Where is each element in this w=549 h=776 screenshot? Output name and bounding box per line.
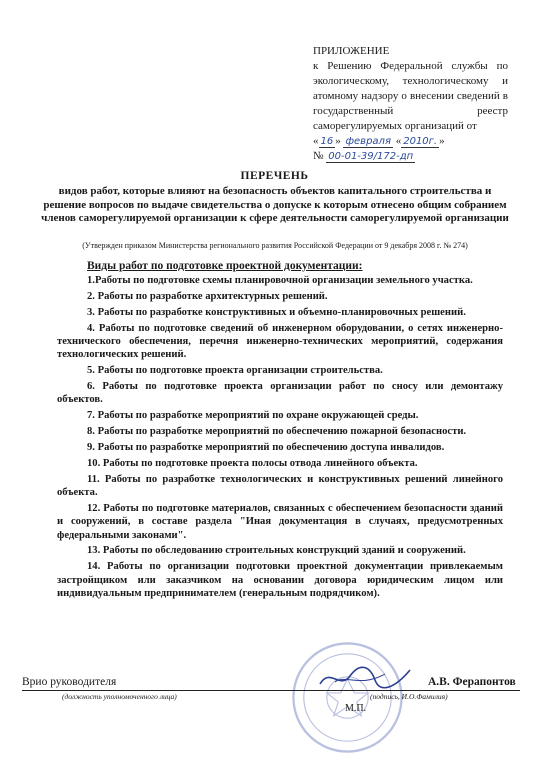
position-caption: (должность уполномоченного лица) xyxy=(62,692,177,701)
date-open-quote: « xyxy=(313,135,319,147)
list-item: 1.Работы по подготовке схемы планировочной организации земельного участка. xyxy=(87,275,473,286)
list-item: 14. Работы по организации подготовки проектной документации привлекаемым застройщиком или заказчиком на основании договора юридическим лицом или индивидуальным предпринимателем (генеральным подрядчиком). xyxy=(57,561,503,599)
date-close-quote: » xyxy=(335,135,341,147)
list-item: 13. Работы по обследованию строительных конструкций зданий и сооружений. xyxy=(87,545,466,557)
list-item: 10. Работы по подготовке проекта полосы отвода линейного объекта. xyxy=(87,457,418,469)
decision-number: 00-01-39/172-дп xyxy=(328,151,414,162)
list-item: 11. Работы по разработке технологических и конструктивных решений линейного объекта. xyxy=(57,473,503,499)
list-item: 3. Работы по разработке конструктивных и объемно-планировочных решений. xyxy=(87,306,466,318)
section-title: Виды работ по подготовке проектной документации: xyxy=(87,260,363,272)
date-month: февраля xyxy=(345,136,391,147)
list-item: 9. Работы по разработке мероприятий по обеспечению доступа инвалидов. xyxy=(87,442,445,454)
list-item: 6. Работы по подготовке проекта организации работ по сносу или демонтажу объектов. xyxy=(57,381,503,406)
year-close-quote: » xyxy=(439,135,445,147)
document-subtitle: видов работ, которые влияют на безопасность объектов капитального строительства и решение вопросов по выдаче свидетельства о допуске к которым отнесено общим собранием членов саморегулируемой организации к сфере деятельности саморегулируемой организации xyxy=(41,185,509,224)
document-title: ПЕРЕЧЕНЬ xyxy=(240,170,309,182)
appendix-block xyxy=(313,44,508,164)
list-item: 5. Работы по подготовке проекта организации строительства. xyxy=(87,365,383,377)
name-caption: (подпись, И.О.Фамилия) xyxy=(370,692,448,701)
list-item: 12. Работы по подготовке материалов, связанных с обеспечением безопасности зданий и сооружений, в составе раздела "Иная документация в случаях, предусмотренных федеральными законами". xyxy=(57,502,503,541)
appendix-number xyxy=(313,149,508,164)
appendix-title: ПРИЛОЖЕНИЕ xyxy=(313,45,390,57)
date-year: 2010г. xyxy=(403,136,438,147)
list-item: 8. Работы по разработке мероприятий по обеспечению пожарной безопасности. xyxy=(87,426,467,438)
appendix-date xyxy=(313,134,508,149)
signatory-position: Врио руководителя xyxy=(22,676,117,688)
approval-note: (Утвержден приказом Министерства регионального развития Российской Федерации от 9 декабря 2008 г. № 274) xyxy=(82,241,468,250)
signature-line xyxy=(22,690,520,691)
list-item: 2. Работы по разработке архитектурных решений. xyxy=(87,290,328,302)
year-open-quote: « xyxy=(395,135,402,147)
appendix-text: к Решению Федеральной службы по экологическому, технологическому и атомному надзору о внесении сведений в государственный реестр саморегулируемых организаций от xyxy=(313,60,508,132)
list-item: 4. Работы по подготовке сведений об инженерном оборудовании, о сетях инженерно-технического обеспечения, перечня инженерно-технических мероприятий, содержания технологических решений. xyxy=(57,322,503,361)
list-item: 7. Работы по разработке мероприятий по охране окружающей среды. xyxy=(87,410,419,422)
date-day: 16 xyxy=(320,136,334,147)
stamp-label: М.П. xyxy=(345,703,367,714)
signature-icon xyxy=(315,662,415,692)
number-sign: № xyxy=(313,150,324,162)
work-types-list xyxy=(57,274,503,603)
signatory-name: А.В. Ферапонтов xyxy=(428,676,516,688)
